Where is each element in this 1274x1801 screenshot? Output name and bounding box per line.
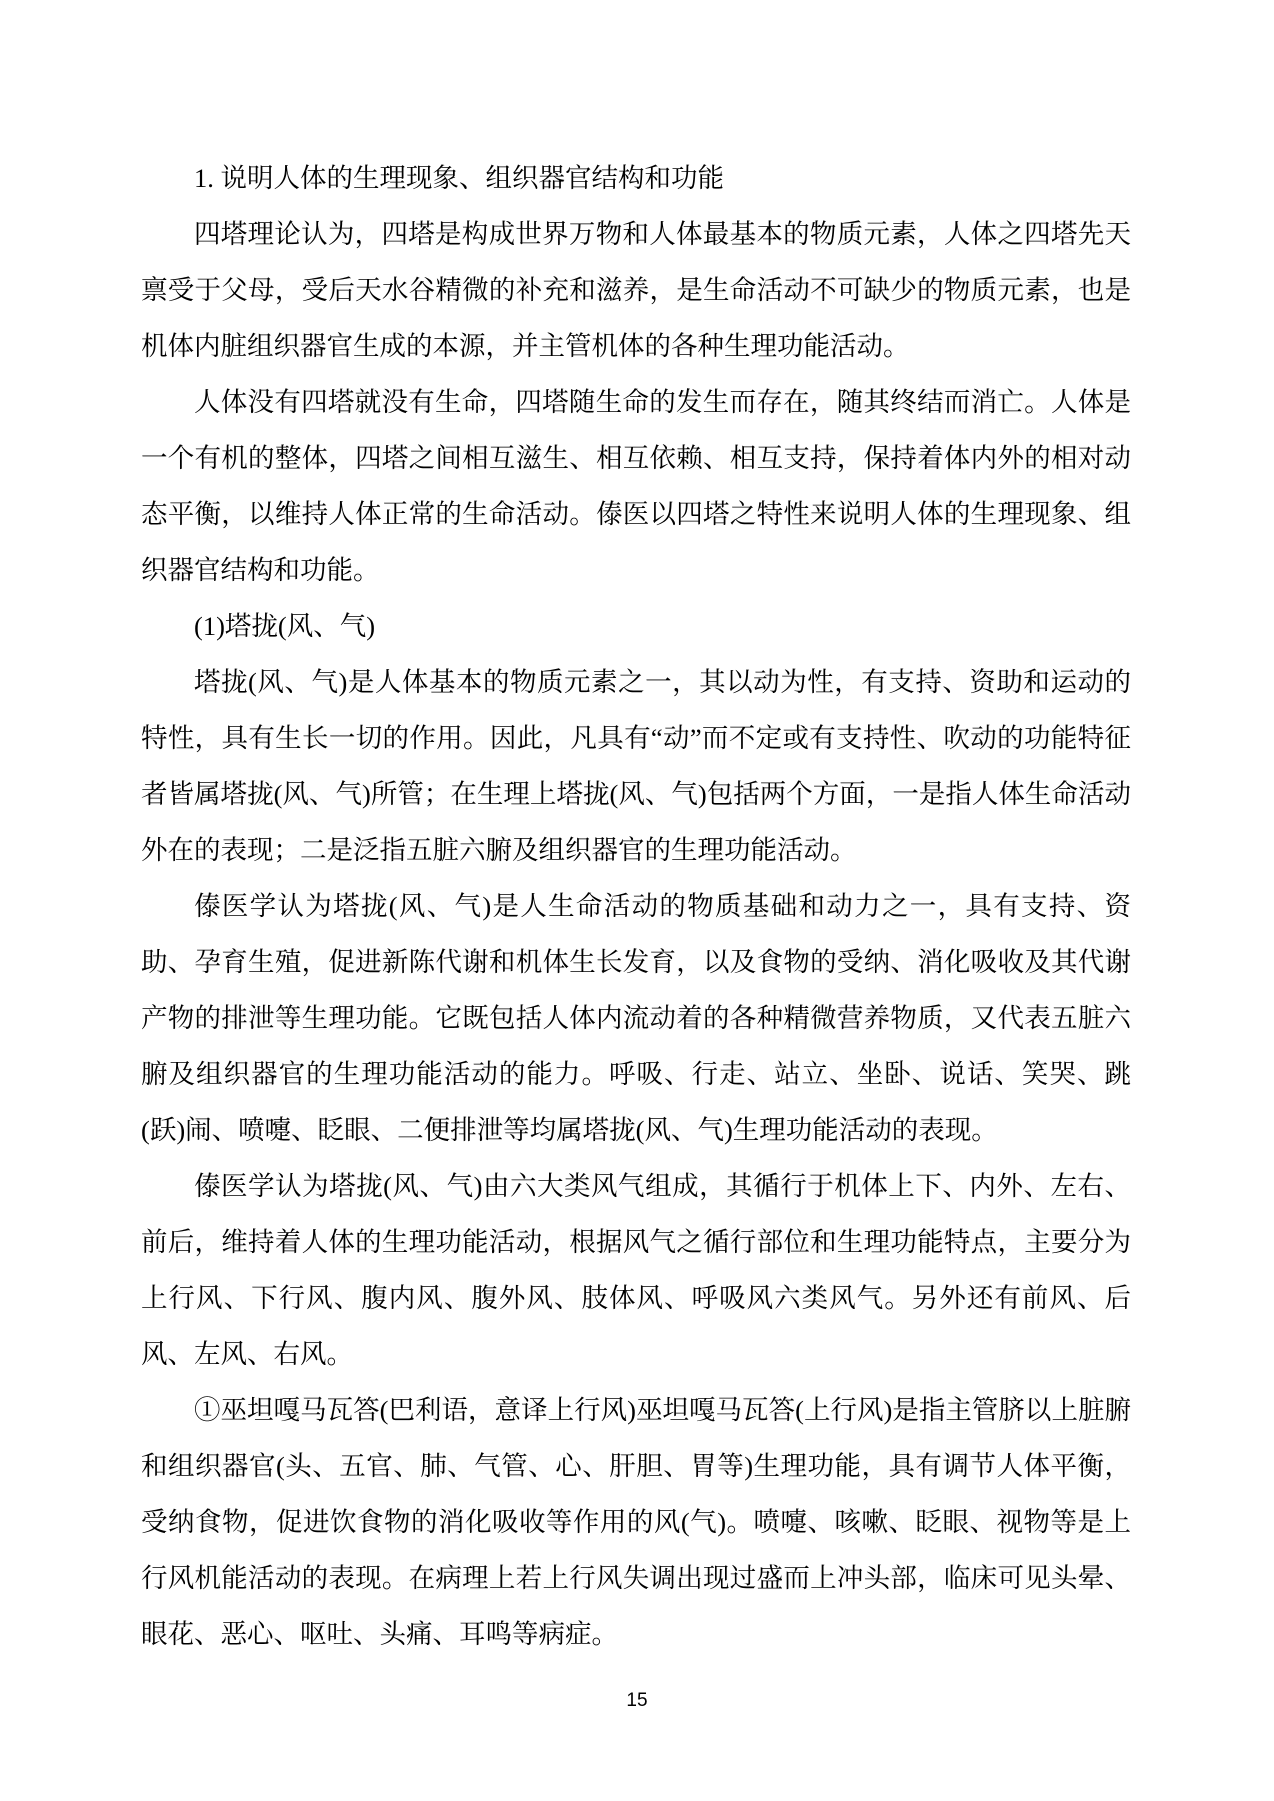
paragraph-six-wind-types: 傣医学认为塔拢(风、气)由六大类风气组成，其循行于机体上下、内外、左右、前后，维持着人体的生理功能活动，根据风气之循行部位和生理功能特点，主要分为上行风、下行风、腹内风、腹外风、肢体风、呼吸风六类风气。另外还有前风、后风、左风、右风。 [141,1171,1131,1369]
paragraph-four-towers-theory: 四塔理论认为，四塔是构成世界万物和人体最基本的物质元素，人体之四塔先天禀受于父母，受后天水谷精微的补充和滋养，是生命活动不可缺少的物质元素，也是机体内脏组织器官生成的本源，并主管机体的各种生理功能活动。 [141,219,1131,361]
paragraph-body-organic-whole: 人体没有四塔就没有生命，四塔随生命的发生而存在，随其终结而消亡。人体是一个有机的整体，四塔之间相互滋生、相互依赖、相互支持，保持着体内外的相对动态平衡，以维持人体正常的生命活动。傣医以四塔之特性来说明人体的生理现象、组织器官结构和功能。 [141,387,1131,585]
document-body [141,150,1131,1662]
paragraph-talong-properties: 塔拢(风、气)是人体基本的物质元素之一，其以动为性，有支持、资助和运动的特性，具有生长一切的作用。因此，凡具有“动”而不定或有支持性、吹动的功能特征者皆属塔拢(风、气)所管；在生理上塔拢(风、气)包括两个方面，一是指人体生命活动外在的表现；二是泛指五脏六腑及组织器官的生理功能活动。 [141,667,1131,865]
subsection-heading-talong-wind-qi: (1)塔拢(风、气) [194,611,376,641]
paragraph-ascending-wind: ①巫坦嘎马瓦答(巴利语，意译上行风)巫坦嘎马瓦答(上行风)是指主管脐以上脏腑和组织器官(头、五官、肺、气管、心、肝胆、胃等)生理功能，具有调节人体平衡，受纳食物，促进饮食物的消化吸收等作用的风(气)。喷嚏、咳嗽、眨眼、视物等是上行风机能活动的表现。在病理上若上行风失调出现过盛而上冲头部，临床可见头晕、眼花、恶心、呕吐、头痛、耳鸣等病症。 [141,1395,1131,1649]
section-heading: 1. 说明人体的生理现象、组织器官结构和功能 [194,163,724,193]
paragraph-talong-functions: 傣医学认为塔拢(风、气)是人生命活动的物质基础和动力之一，具有支持、资助、孕育生殖，促进新陈代谢和机体生长发育，以及食物的受纳、消化吸收及其代谢产物的排泄等生理功能。它既包括人体内流动着的各种精微营养物质，又代表五脏六腑及组织器官的生理功能活动的能力。呼吸、行走、站立、坐卧、说话、笑哭、跳(跃)闹、喷嚏、眨眼、二便排泄等均属塔拢(风、气)生理功能活动的表现。 [141,891,1131,1145]
page-number: 15 [626,1690,648,1711]
